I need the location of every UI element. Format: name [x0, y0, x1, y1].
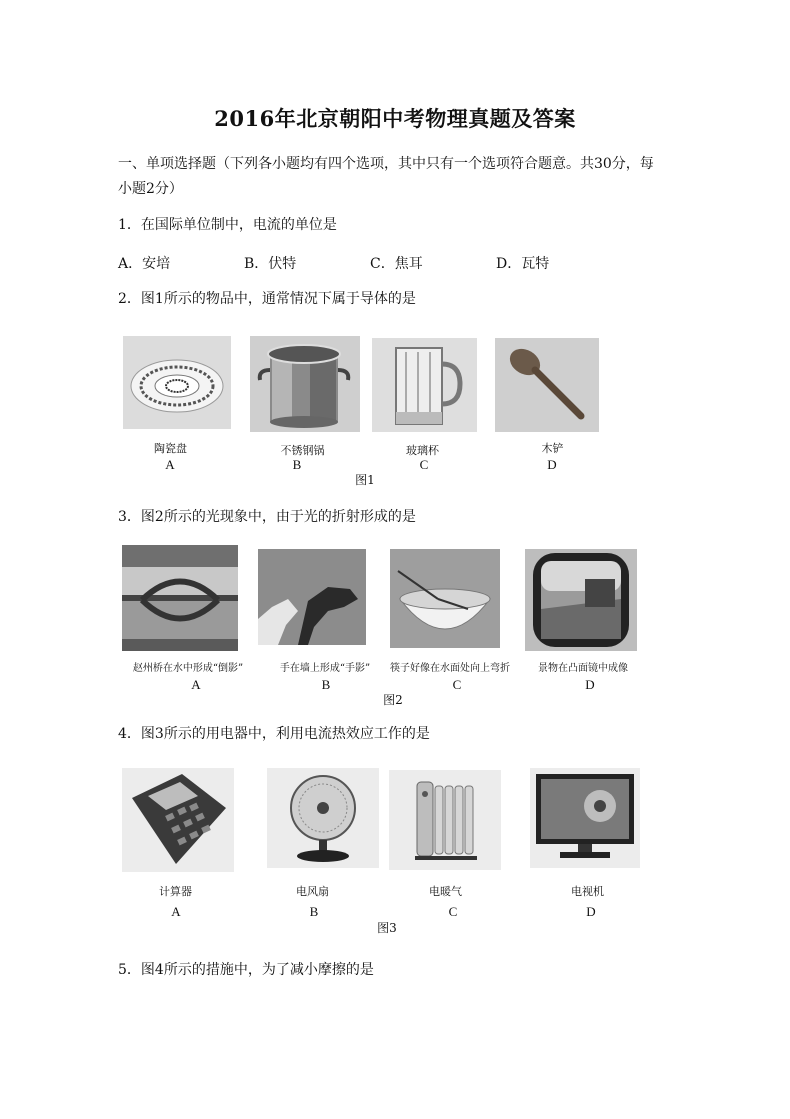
electric-heater-icon	[389, 770, 501, 870]
electric-fan-icon	[267, 768, 379, 868]
question-5-stem: 5．图4所示的措施中，为了减小摩擦的是	[118, 962, 374, 978]
figure-3-caption-b: 电风扇	[296, 885, 329, 898]
figure-3-letter-b: B	[309, 904, 319, 919]
bridge-reflection-icon	[122, 545, 238, 651]
figure-1-letter-d: D	[547, 457, 557, 472]
figure-1-caption-c: 玻璃杯	[406, 444, 439, 457]
glass-mug-icon	[372, 338, 477, 432]
figure-1-letter-a: A	[165, 457, 175, 472]
q1-option-c: C．焦耳	[370, 256, 423, 272]
chopsticks-in-bowl-icon	[390, 549, 500, 648]
question-4-stem: 4．图3所示的用电器中，利用电流热效应工作的是	[118, 726, 430, 742]
question-1-stem: 1．在国际单位制中，电流的单位是	[118, 217, 337, 233]
figure-1-caption-b: 不锈钢锅	[280, 444, 325, 457]
figure-2-letter-d: D	[585, 677, 595, 692]
figure-3-letter-a: A	[171, 904, 181, 919]
television-icon	[530, 768, 640, 868]
figure-2-letter-c: C	[452, 677, 462, 692]
figure-2-caption-d: 景物在凸面镜中成像	[538, 663, 628, 674]
figure-3-caption-c: 电暖气	[429, 885, 462, 898]
figure-1-letter-b: B	[292, 457, 302, 472]
figure-2-caption-b: 手在墙上形成“手影”	[279, 663, 371, 674]
figure-2-caption-c: 筷子好像在水面处向上弯折	[390, 663, 510, 674]
wooden-spatula-icon	[495, 338, 599, 432]
figure-2-letter-a: A	[191, 677, 201, 692]
figure-3-label: 图3	[377, 921, 397, 935]
q1-option-b: B．伏特	[244, 256, 297, 272]
figure-2-letter-b: B	[321, 677, 331, 692]
figure-1-letter-c: C	[419, 457, 429, 472]
figure-1-caption-d: 木铲	[541, 442, 564, 455]
question-2-stem: 2．图1所示的物品中，通常情况下属于导体的是	[118, 291, 416, 307]
q1-option-d: D．瓦特	[496, 256, 550, 272]
figure-2-label: 图2	[383, 693, 403, 707]
figure-3-letter-c: C	[448, 904, 458, 919]
q1-option-a: A．安培	[118, 256, 171, 272]
figure-1-caption-a: 陶瓷盘	[154, 442, 187, 455]
hand-shadow-icon	[258, 549, 366, 645]
convex-mirror-icon	[525, 549, 637, 651]
ceramic-plate-icon	[123, 336, 231, 429]
figure-3-caption-a: 计算器	[159, 885, 192, 898]
page-title: 2016年北京朝阳中考物理真题及答案	[214, 106, 576, 131]
section-heading-line-1: 一、单项选择题（下列各小题均有四个选项，其中只有一个选项符合题意。共30分，每	[118, 156, 654, 172]
figure-3-caption-d: 电视机	[571, 885, 604, 898]
question-3-stem: 3．图2所示的光现象中，由于光的折射形成的是	[118, 509, 416, 525]
figure-2-caption-a: 赵州桥在水中形成“倒影”	[132, 663, 244, 674]
figure-3-letter-d: D	[586, 904, 596, 919]
figure-1-label: 图1	[355, 473, 375, 487]
section-heading-line-2: 小题2分）	[118, 181, 183, 197]
calculator-icon	[122, 768, 234, 872]
steel-pot-icon	[250, 336, 360, 432]
